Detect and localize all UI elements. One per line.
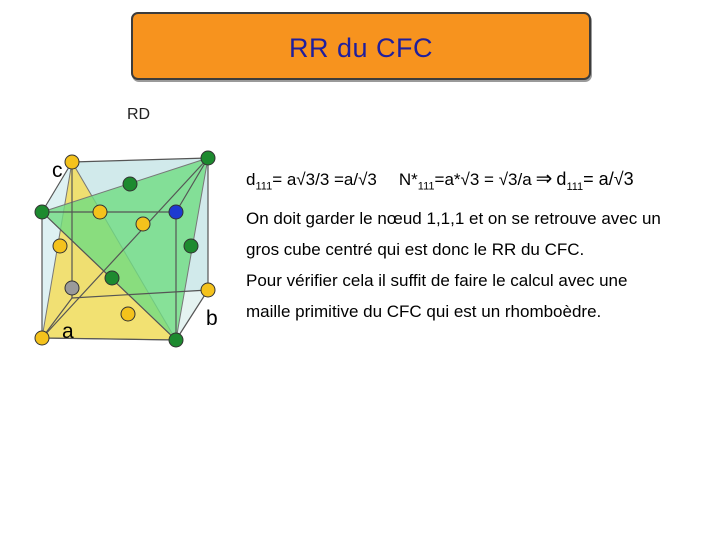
paragraph-line-3: Pour vérifier cela il suffit de faire le calcul avec une (246, 270, 628, 290)
paragraph-line-2: gros cube centré qui est donc le RR du CFC. (246, 239, 585, 259)
atom-grey (65, 281, 79, 295)
atom-green (105, 271, 119, 285)
paragraph-line-4: maille primitive du CFC qui est un rhomboèdre. (246, 301, 602, 321)
atom-green (184, 239, 198, 253)
atom-green (169, 333, 183, 347)
atom-yellow (121, 307, 135, 321)
atom-yellow (136, 217, 150, 231)
formula-part-3: $d_{111}= a/√3$ (556, 169, 634, 193)
atom-yellow (93, 205, 107, 219)
axis-label-c: c (52, 159, 63, 182)
formula-line (246, 164, 716, 203)
atom-green (35, 205, 49, 219)
subtitle-label: RD (127, 106, 151, 123)
axis-label-a: a (62, 320, 74, 343)
atom-yellow (35, 331, 49, 345)
slide-title: RR du CFC (288, 32, 434, 63)
formula-part-1: $d_{111}= a√3/3 =a/√3$ (246, 170, 377, 193)
text-block (246, 164, 716, 327)
atom-yellow (53, 239, 67, 253)
atom-green (201, 151, 215, 165)
atom-yellow (65, 155, 79, 169)
implies-symbol: ⇒ (535, 168, 553, 190)
atom-blue (169, 205, 183, 219)
atom-green (123, 177, 137, 191)
atom-yellow (201, 283, 215, 297)
paragraph-line-1: On doit garder le nœud 1,1,1 et on se retrouve avec un (246, 208, 661, 228)
axis-label-b: b (206, 307, 218, 330)
formula-part-2: $N*_{111}=a*√3 = √3/a$ (398, 170, 532, 193)
